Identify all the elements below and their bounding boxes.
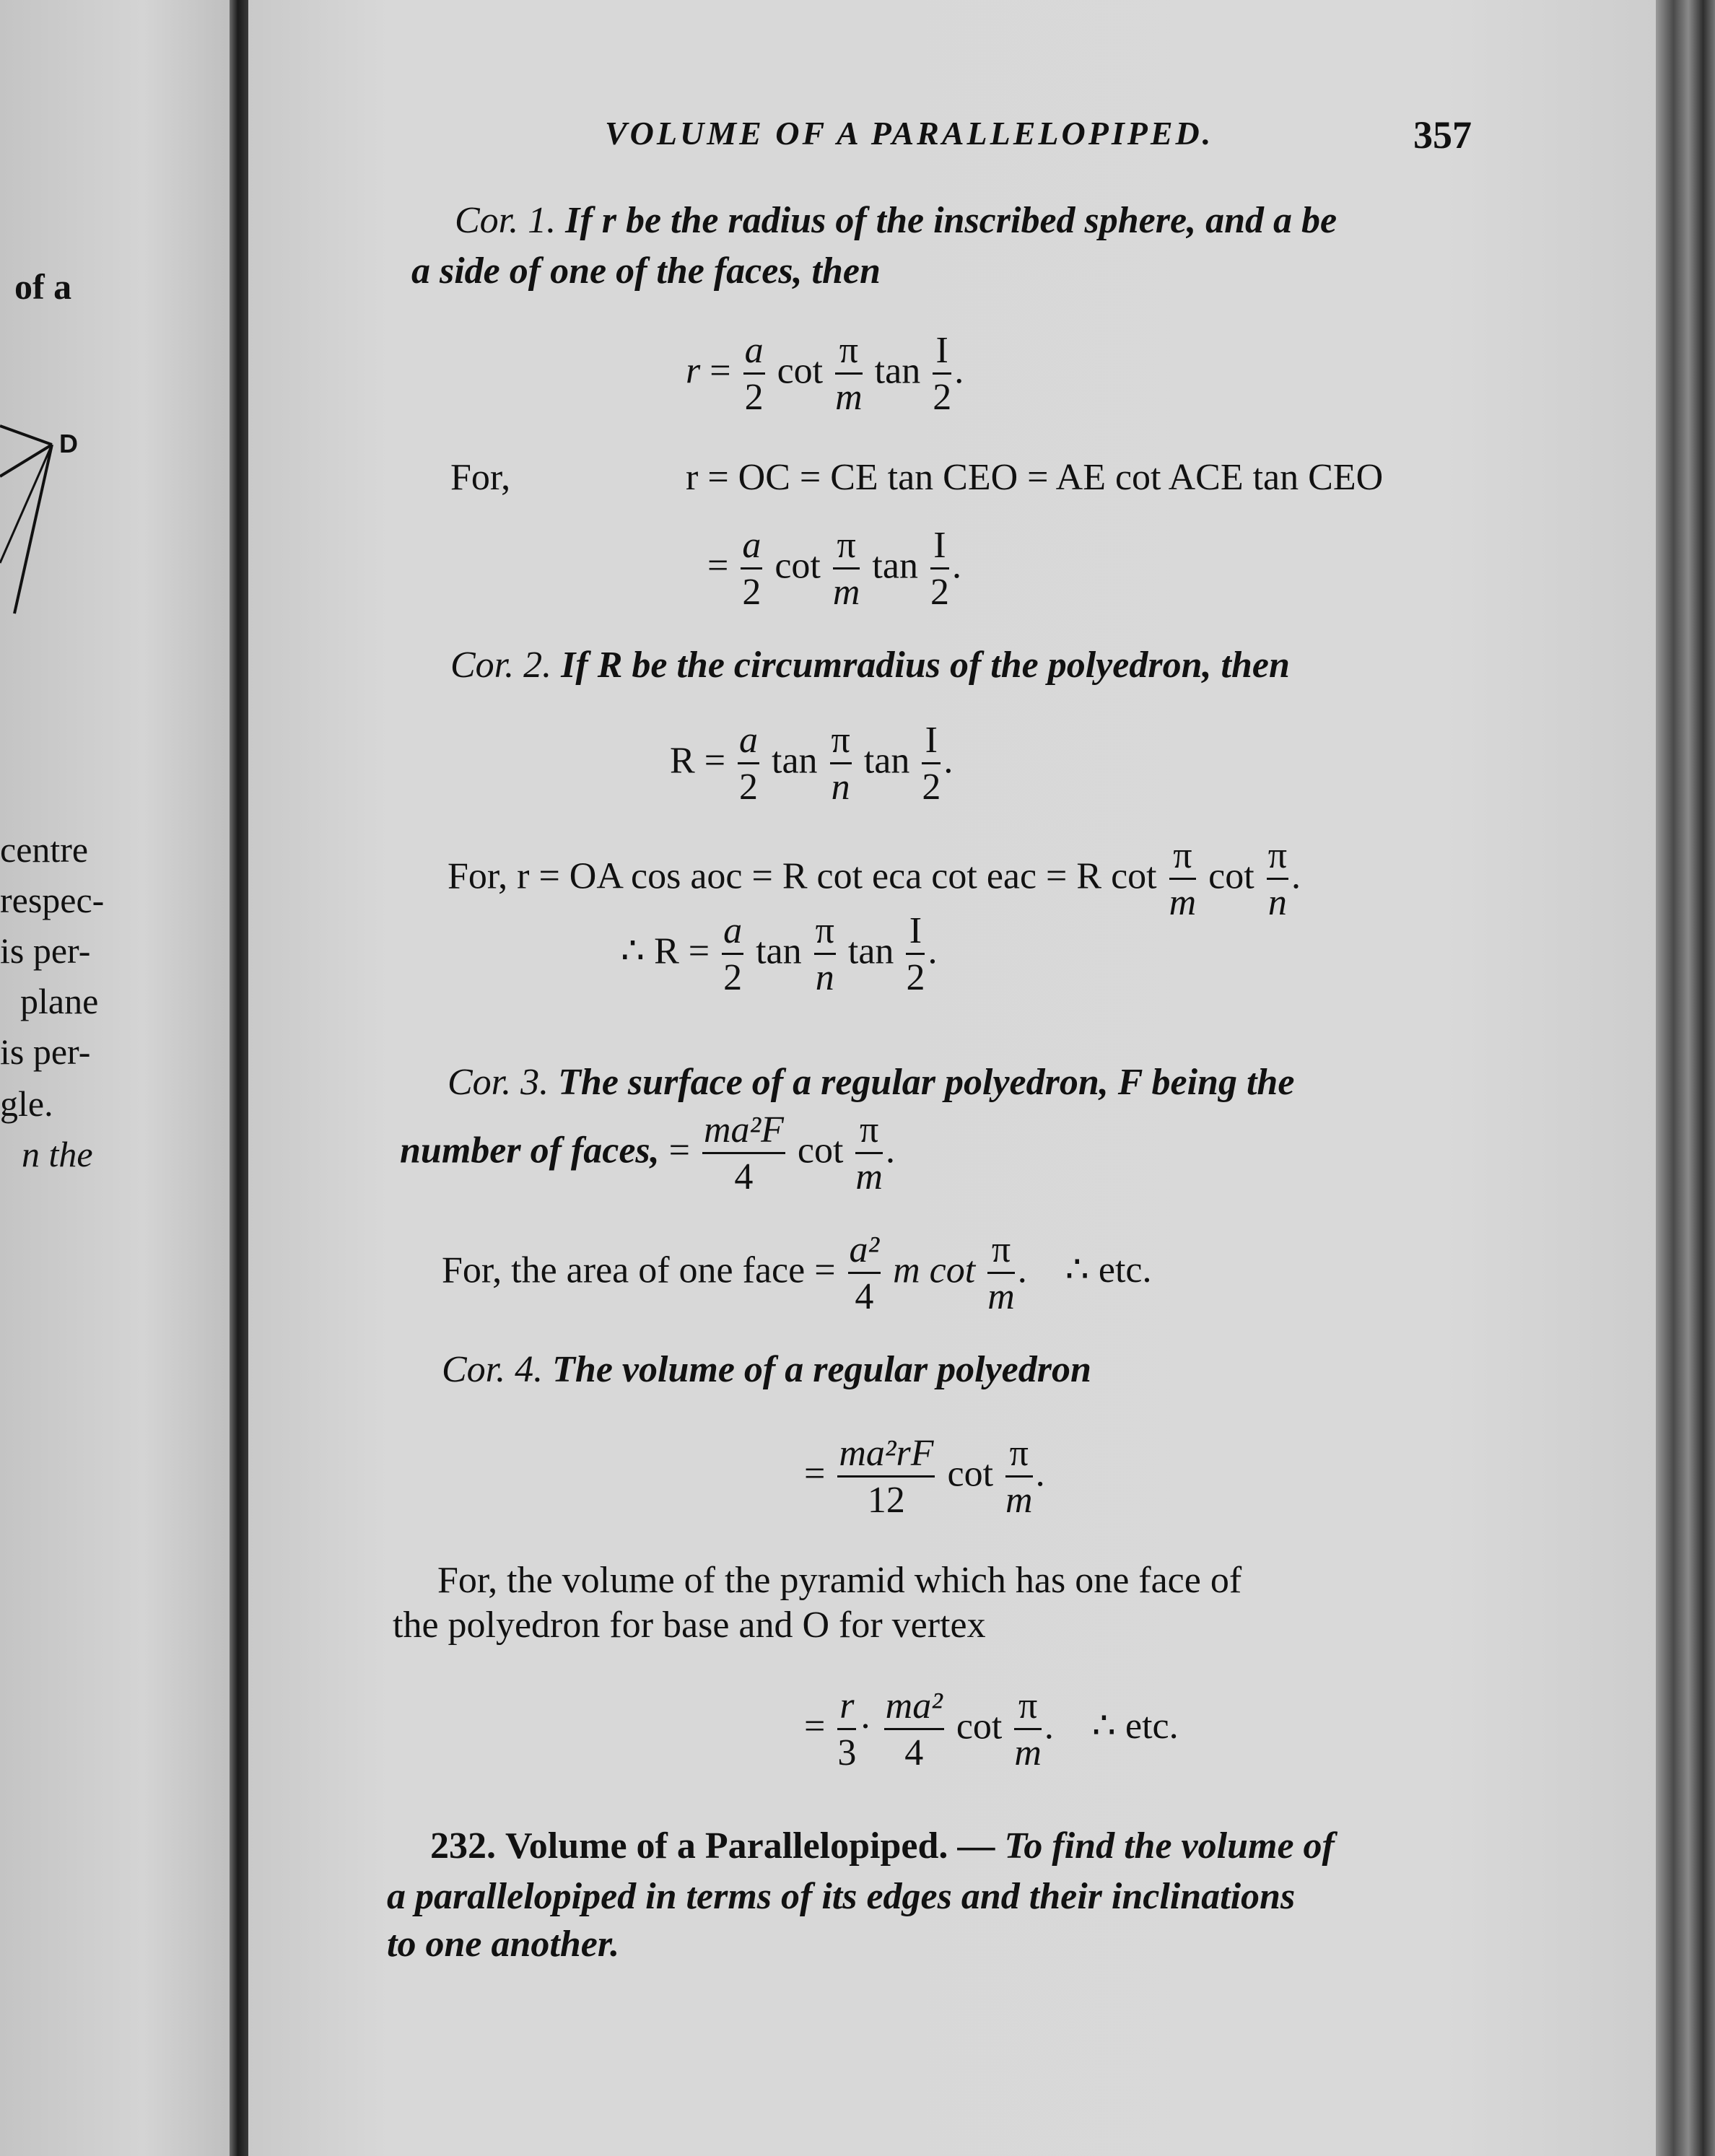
cor2-statement: Cor. 2. If R be the circumradius of the polyedron, then (450, 645, 1290, 686)
cor1-text-line1: If r be the radius of the inscribed sphere, and a be (565, 200, 1337, 241)
left-facing-page (0, 0, 238, 2156)
figure-label-d: D (59, 429, 78, 458)
section-232-heading-line: 232. Volume of a Parallelopiped. — To find the volume of (430, 1825, 1335, 1867)
left-fragment-5: plane (20, 981, 99, 1021)
cor4-formula: = $\frac{\text{ma²rF}}{12}$ cot $\frac{\pi}{m}$ . (804, 1433, 1045, 1521)
cor1-for-label: For, (450, 457, 511, 498)
cor3-statement-line1: Cor. 3. The surface of a regular polyedron, F being the (448, 1062, 1295, 1103)
section-232-text-line3: to one another. (387, 1924, 620, 1965)
left-fragment-4: is per- (0, 930, 91, 971)
left-fragment-8: n the (22, 1134, 93, 1174)
cor1-statement-line1 (455, 199, 1337, 242)
cor4-proof-formula: = $\frac{r}{3}$ · $\frac{\text{ma²}}{4}$ cot $\frac{\pi}{m}$ . ∴ etc. (804, 1685, 1179, 1773)
section-title: Volume of a Parallelopiped. — (505, 1825, 995, 1867)
left-fragment-7: gle. (0, 1083, 53, 1124)
left-fragment-6: is per- (0, 1031, 91, 1072)
cor1-label: Cor. 1. (455, 200, 557, 241)
page-number: 357 (1413, 113, 1472, 157)
cor3-proof: For, the area of one face = $\frac{\text{a²}}{4}$ m cot $\frac{\pi}{m}$ . ∴ etc. (442, 1229, 1152, 1317)
section-232-text-line2: a parallelopiped in terms of its edges and their inclinations (387, 1876, 1296, 1917)
book-gutter (230, 0, 248, 2156)
cor4-proof-line2: the polyedron for base and O for vertex (393, 1605, 986, 1646)
cor4-statement: Cor. 4. The volume of a regular polyedron (442, 1349, 1091, 1390)
cor2-proof-line1: For, r = OA cos aoc = R cot eca cot eac = R cot $\frac{\pi}{m}$ cot $\frac{\pi}{n}$ . (448, 835, 1301, 923)
page-edge (1656, 0, 1715, 2156)
running-title: VOLUME OF A PARALLELOPIPED. (605, 115, 1214, 152)
cor1-proof-line2: = $\frac{a}{2}$ cot $\frac{\pi}{m}$ tan $\frac{I}{2}$ . (707, 525, 961, 613)
cor4-proof-line1: For, the volume of the pyramid which has one face of (437, 1560, 1242, 1601)
left-fragment-3: respec- (0, 880, 105, 920)
cor2-formula: R = $\frac{a}{2}$ tan $\frac{\pi}{n}$ tan $\frac{I}{2}$ . (670, 720, 953, 808)
cor2-proof-line2: ∴ R = $\frac{a}{2}$ tan $\frac{\pi}{n}$ tan $\frac{I}{2}$ . (621, 910, 938, 998)
section-number: 232. (430, 1825, 496, 1867)
cor3-statement-line2: number of faces, = $\frac{\text{ma²F}}{4}$ cot $\frac{\pi}{m}$ . (400, 1109, 895, 1197)
left-figure (0, 404, 101, 642)
left-fragment-1: of a (14, 266, 72, 307)
cor1-formula: r = $\frac{a}{2}$ cot $\frac{\pi}{m}$ tan $\frac{I}{2}$ . (686, 330, 964, 418)
cor1-proof-line1: r = OC = CE tan CEO = AE cot ACE tan CEO (686, 457, 1384, 498)
left-fragment-2: centre (0, 829, 89, 870)
cor1-text-line2: a side of one of the faces, then (411, 250, 881, 292)
